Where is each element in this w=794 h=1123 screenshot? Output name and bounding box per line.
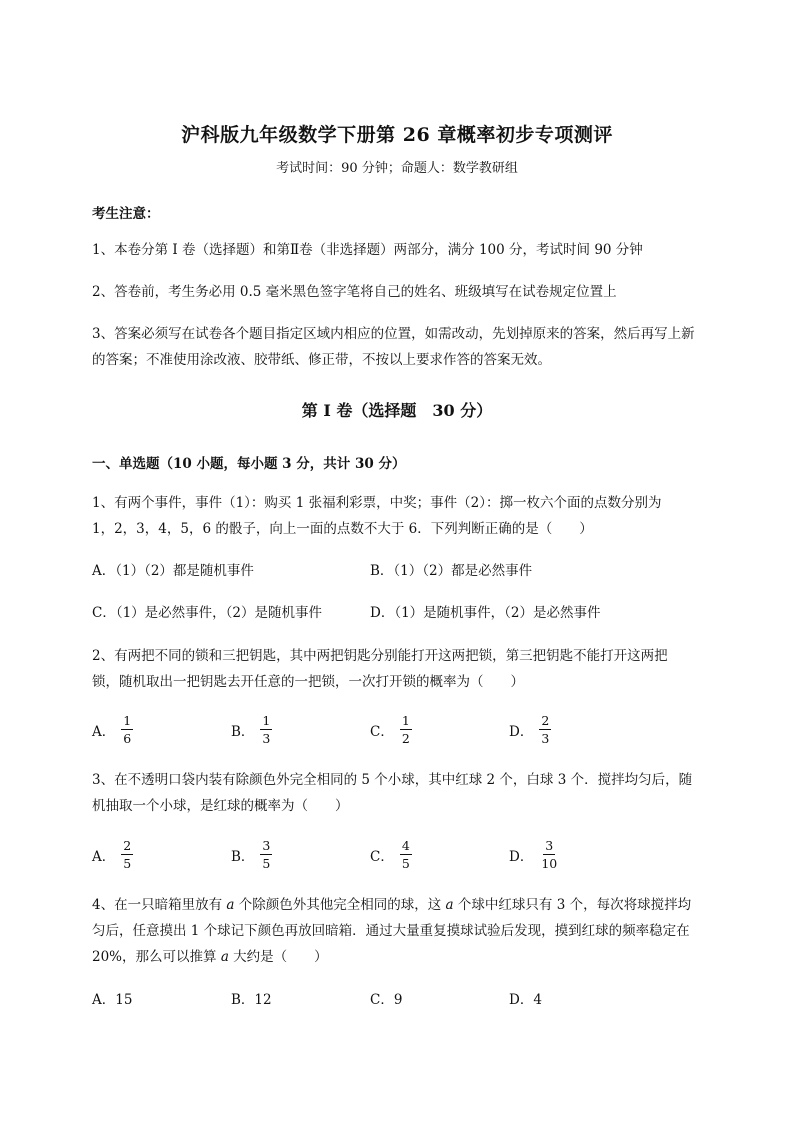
- fraction-denominator: 10: [541, 856, 558, 871]
- question-3-option-a[interactable]: [92, 838, 133, 871]
- fraction-numerator: 2: [541, 713, 550, 728]
- question-4-option-c[interactable]: C．9: [370, 992, 403, 1008]
- fraction-denominator: 5: [123, 856, 132, 871]
- option-label: D．: [509, 848, 534, 865]
- question-3-option-b[interactable]: [231, 838, 272, 871]
- section-title: 第 I 卷（选择题 30 分）: [301, 401, 493, 420]
- fraction-numerator: 1: [123, 713, 132, 728]
- fraction: [539, 713, 551, 746]
- question-4-text: 大约是（ ）: [228, 949, 328, 965]
- question-4-text: 20%，那么可以推算: [92, 949, 221, 965]
- question-2-line-1: 2、有两把不同的锁和三把钥匙，其中两把钥匙分别能打开这两把锁，第三把钥匙不能打开这两把: [92, 648, 668, 664]
- question-1-line-1: 1、有两个事件，事件（1）：购买 1 张福利彩票，中奖；事件（2）：掷一枚六个面的点数分别为: [92, 495, 662, 511]
- fraction: [121, 713, 133, 746]
- fraction: [260, 838, 272, 871]
- fraction-numerator: 2: [123, 838, 132, 853]
- fraction-numerator: 1: [401, 713, 410, 728]
- fraction: [260, 713, 272, 746]
- notice-item-2: 2、答卷前，考生务必用 0.5 毫米黑色签字笔将自己的姓名、班级填写在试卷规定位置上: [92, 284, 617, 300]
- fraction-denominator: 5: [401, 856, 410, 871]
- notice-item-3-cont: 的答案；不准使用涂改液、胶带纸、修正带，不按以上要求作答的答案无效。: [92, 352, 551, 368]
- option-label: C．: [370, 848, 394, 865]
- fraction-denominator: 5: [262, 856, 271, 871]
- exam-info: 考试时间：90 分钟；命题人：数学教研组: [276, 161, 518, 176]
- fraction: [121, 838, 133, 871]
- page-title: 沪科版九年级数学下册第 26 章概率初步专项测评: [181, 124, 613, 146]
- variable-a: a: [226, 897, 235, 913]
- question-4-line-2: 匀后，任意摸出 1 个球记下颜色再放回暗箱．通过大量重复摸球试验后发现，摸到红球的频率稳定在: [92, 923, 690, 939]
- question-1-option-b[interactable]: B．（1）（2）都是必然事件: [370, 563, 533, 579]
- option-label: A．: [92, 848, 116, 865]
- fraction: [539, 838, 559, 871]
- question-4-line-3: [92, 944, 328, 971]
- question-4-option-b[interactable]: B．12: [231, 992, 272, 1008]
- part-title: 一、单选题（10 小题，每小题 3 分，共计 30 分）: [92, 456, 406, 472]
- question-3-option-d[interactable]: [509, 838, 559, 871]
- variable-a: a: [220, 949, 229, 965]
- fraction-numerator: 4: [401, 838, 410, 853]
- option-label: C．: [370, 723, 394, 740]
- question-4-line-1: [92, 892, 691, 919]
- question-1-option-c[interactable]: C．（1）是必然事件，（2）是随机事件: [92, 605, 323, 621]
- fraction-numerator: 3: [262, 838, 271, 853]
- fraction: [400, 838, 412, 871]
- question-4-text: 个除颜色外其他完全相同的球，这: [234, 897, 446, 913]
- question-4-text: 4、在一只暗箱里放有: [92, 897, 227, 913]
- fraction: [400, 713, 412, 746]
- option-label: B．: [231, 848, 255, 865]
- question-2-option-d[interactable]: [509, 713, 551, 746]
- fraction-denominator: 6: [123, 731, 132, 746]
- question-4-option-d[interactable]: D．4: [509, 992, 542, 1008]
- fraction-denominator: 3: [262, 731, 271, 746]
- notice-item-1: 1、本卷分第 I 卷（选择题）和第Ⅱ卷（非选择题）两部分，满分 100 分，考试时间 90 分钟: [92, 242, 643, 258]
- notice-heading: 考生注意：: [92, 206, 160, 222]
- question-1-option-a[interactable]: A．（1）（2）都是随机事件: [92, 563, 254, 579]
- question-2-option-c[interactable]: [370, 713, 412, 746]
- option-label: B．: [231, 723, 255, 740]
- question-3-option-c[interactable]: [370, 838, 412, 871]
- fraction-numerator: 3: [545, 838, 554, 853]
- fraction-denominator: 2: [401, 731, 410, 746]
- option-label: D．: [509, 723, 534, 740]
- fraction-denominator: 3: [541, 731, 550, 746]
- question-2-option-b[interactable]: [231, 713, 272, 746]
- question-2-line-2: 锁，随机取出一把钥匙去开任意的一把锁，一次打开锁的概率为（ ）: [92, 674, 524, 690]
- question-1-line-2: 1，2，3，4，5，6 的骰子，向上一面的点数不大于 6．下列判断正确的是（ ）: [92, 521, 593, 537]
- fraction-numerator: 1: [262, 713, 271, 728]
- question-4-text: 个球中红球只有 3 个，每次将球搅拌均: [453, 897, 692, 913]
- question-4-option-a[interactable]: A．15: [92, 992, 133, 1008]
- notice-item-3: 3、答案必须写在试卷各个题目指定区域内相应的位置，如需改动，先划掉原来的答案，然后再写上新: [92, 326, 695, 342]
- question-2-option-a[interactable]: [92, 713, 133, 746]
- variable-a: a: [445, 897, 454, 913]
- question-3-line-2: 机抽取一个小球，是红球的概率为（ ）: [92, 798, 349, 814]
- question-3-line-1: 3、在不透明口袋内装有除颜色外完全相同的 5 个小球，其中红球 2 个，白球 3 个．搅拌均匀后，随: [92, 772, 693, 788]
- option-label: A．: [92, 723, 116, 740]
- question-1-option-d[interactable]: D．（1）是随机事件，（2）是必然事件: [370, 605, 601, 621]
